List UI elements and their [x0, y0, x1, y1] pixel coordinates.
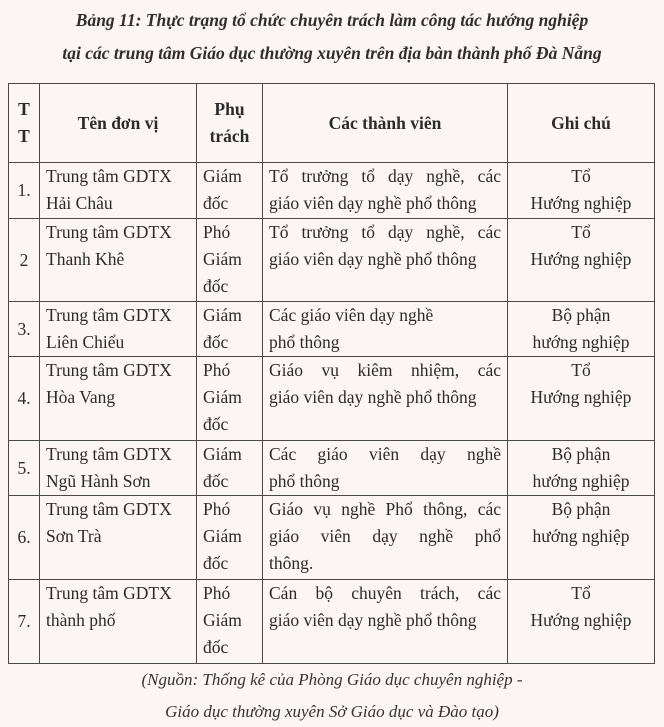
cell-members-line: giáo viên dạy nghề phổ — [269, 526, 501, 546]
table-row — [9, 357, 655, 441]
cell-unit-line: Ngũ Hành Sơn — [46, 471, 151, 491]
cell-unit-line: Liên Chiểu — [46, 332, 125, 352]
cell-unit — [40, 580, 197, 664]
table-row — [9, 496, 655, 580]
cell-note-line: Bộ phận — [551, 444, 611, 464]
cell-lead — [197, 163, 263, 219]
cell-lead-line: Phó — [203, 583, 231, 603]
cell-lead-line: Phó — [203, 222, 231, 242]
cell-note-line: Tổ — [571, 360, 591, 380]
cell-lead-line: đốc — [203, 414, 229, 434]
cell-no: 7. — [9, 580, 40, 664]
cell-note-line: hướng nghiệp — [532, 471, 630, 491]
cell-members — [263, 580, 508, 664]
cell-members-line: Tổ trưởng tổ dạy nghề, các — [269, 166, 501, 186]
cell-unit-line: Hải Châu — [46, 193, 113, 213]
cell-note-line: hướng nghiệp — [532, 526, 630, 546]
cell-note-line: hướng nghiệp — [532, 332, 630, 352]
cell-unit-line: Thanh Khê — [46, 249, 125, 269]
cell-unit — [40, 163, 197, 219]
cell-members-line: phổ thông — [269, 332, 340, 352]
header-note: Ghi chú — [508, 84, 655, 163]
cell-lead — [197, 219, 263, 302]
table-row — [9, 441, 655, 496]
table-header-row — [9, 84, 655, 163]
cell-unit — [40, 219, 197, 302]
cell-lead — [197, 441, 263, 496]
cell-lead — [197, 580, 263, 664]
cell-lead-line: đốc — [203, 193, 229, 213]
cell-note — [508, 496, 655, 580]
cell-unit-line: Trung tâm GDTX — [46, 444, 172, 464]
table-caption-line-2: tại các trung tâm Giáo dục thường xuyên trên địa bàn thành phố Đà Nẵng — [62, 43, 602, 63]
cell-lead-line: Giám — [203, 305, 242, 325]
header-no-line-2: T — [18, 126, 30, 146]
cell-members-line: giáo viên dạy nghề phổ thông — [269, 387, 477, 407]
cell-note — [508, 580, 655, 664]
cell-members-line: phổ thông — [269, 471, 340, 491]
cell-unit-line: Trung tâm GDTX — [46, 222, 172, 242]
table-row — [9, 302, 655, 357]
cell-members-line: Các giáo viên dạy nghề — [269, 305, 434, 325]
cell-lead-line: Giám — [203, 387, 242, 407]
cell-no: 6. — [9, 496, 40, 580]
cell-lead-line: Phó — [203, 360, 231, 380]
cell-members-line: thông. — [269, 553, 314, 573]
cell-members — [263, 219, 508, 302]
cell-members — [263, 441, 508, 496]
cell-lead-line: Giám — [203, 526, 242, 546]
cell-no: 3. — [9, 302, 40, 357]
cell-lead-line: đốc — [203, 332, 229, 352]
cell-note-line: Bộ phận — [551, 499, 611, 519]
cell-note-line: Hướng nghiệp — [530, 249, 632, 269]
cell-note-line: Hướng nghiệp — [530, 610, 632, 630]
cell-note — [508, 357, 655, 441]
header-unit: Tên đơn vị — [40, 84, 197, 163]
header-lead — [197, 84, 263, 163]
source-note-line-2: Giáo dục thường xuyên Sở Giáo dục và Đào tạo) — [165, 702, 499, 721]
cell-note-line: Hướng nghiệp — [530, 387, 632, 407]
cell-unit-line: Trung tâm GDTX — [46, 360, 172, 380]
cell-members-line: Giáo vụ kiêm nhiệm, các — [269, 360, 501, 380]
cell-no: 5. — [9, 441, 40, 496]
cell-unit-line: Trung tâm GDTX — [46, 499, 172, 519]
cell-members — [263, 163, 508, 219]
header-lead-line-1: Phụ — [214, 99, 245, 119]
header-no — [9, 84, 40, 163]
cell-unit-line: Hòa Vang — [46, 387, 116, 407]
cell-members-line: giáo viên dạy nghề phổ thông — [269, 610, 477, 630]
source-note-line-1: (Nguồn: Thống kê của Phòng Giáo dục chuyên nghiệp - — [141, 670, 523, 689]
cell-members-line: giáo viên dạy nghề phổ thông — [269, 193, 477, 213]
cell-unit-line: Trung tâm GDTX — [46, 166, 172, 186]
cell-lead — [197, 496, 263, 580]
cell-note-line: Bộ phận — [551, 305, 611, 325]
cell-unit-line: Sơn Trà — [46, 526, 102, 546]
cell-note — [508, 219, 655, 302]
cell-unit-line: Trung tâm GDTX — [46, 583, 172, 603]
cell-lead-line: đốc — [203, 553, 229, 573]
orientation-staff-table — [8, 83, 655, 664]
cell-lead-line: Giám — [203, 444, 242, 464]
cell-note — [508, 441, 655, 496]
cell-note-line: Tổ — [571, 166, 591, 186]
cell-unit — [40, 496, 197, 580]
cell-note-line: Tổ — [571, 583, 591, 603]
cell-lead-line: đốc — [203, 637, 229, 657]
cell-note-line: Hướng nghiệp — [530, 193, 632, 213]
cell-members-line: Tổ trưởng tổ dạy nghề, các — [269, 222, 501, 242]
cell-members-line: Giáo vụ nghề Phổ thông, các — [269, 499, 501, 519]
cell-members — [263, 302, 508, 357]
table-row — [9, 580, 655, 664]
cell-lead-line: đốc — [203, 471, 229, 491]
cell-no: 4. — [9, 357, 40, 441]
cell-no: 2 — [9, 219, 40, 302]
cell-no: 1. — [9, 163, 40, 219]
cell-members-line: Cán bộ chuyên trách, các — [269, 583, 501, 603]
cell-lead-line: đốc — [203, 276, 229, 296]
cell-lead-line: Giám — [203, 249, 242, 269]
cell-unit — [40, 357, 197, 441]
cell-lead — [197, 302, 263, 357]
header-members: Các thành viên — [263, 84, 508, 163]
cell-unit — [40, 441, 197, 496]
table-row — [9, 219, 655, 302]
cell-members — [263, 357, 508, 441]
cell-lead-line: Giám — [203, 166, 242, 186]
cell-lead — [197, 357, 263, 441]
cell-note — [508, 302, 655, 357]
header-no-line-1: T — [18, 99, 30, 119]
cell-lead-line: Phó — [203, 499, 231, 519]
table-row — [9, 163, 655, 219]
cell-lead-line: Giám — [203, 610, 242, 630]
table-caption-line-1: Bảng 11: Thực trạng tổ chức chuyên trách làm công tác hướng nghiệp — [75, 10, 589, 30]
cell-members — [263, 496, 508, 580]
cell-members-line: Các giáo viên dạy nghề — [269, 444, 501, 464]
header-lead-line-2: trách — [209, 126, 250, 146]
cell-note — [508, 163, 655, 219]
cell-unit-line: thành phố — [46, 610, 116, 630]
cell-unit — [40, 302, 197, 357]
cell-note-line: Tổ — [571, 222, 591, 242]
cell-unit-line: Trung tâm GDTX — [46, 305, 172, 325]
cell-members-line: giáo viên dạy nghề phổ thông — [269, 249, 477, 269]
